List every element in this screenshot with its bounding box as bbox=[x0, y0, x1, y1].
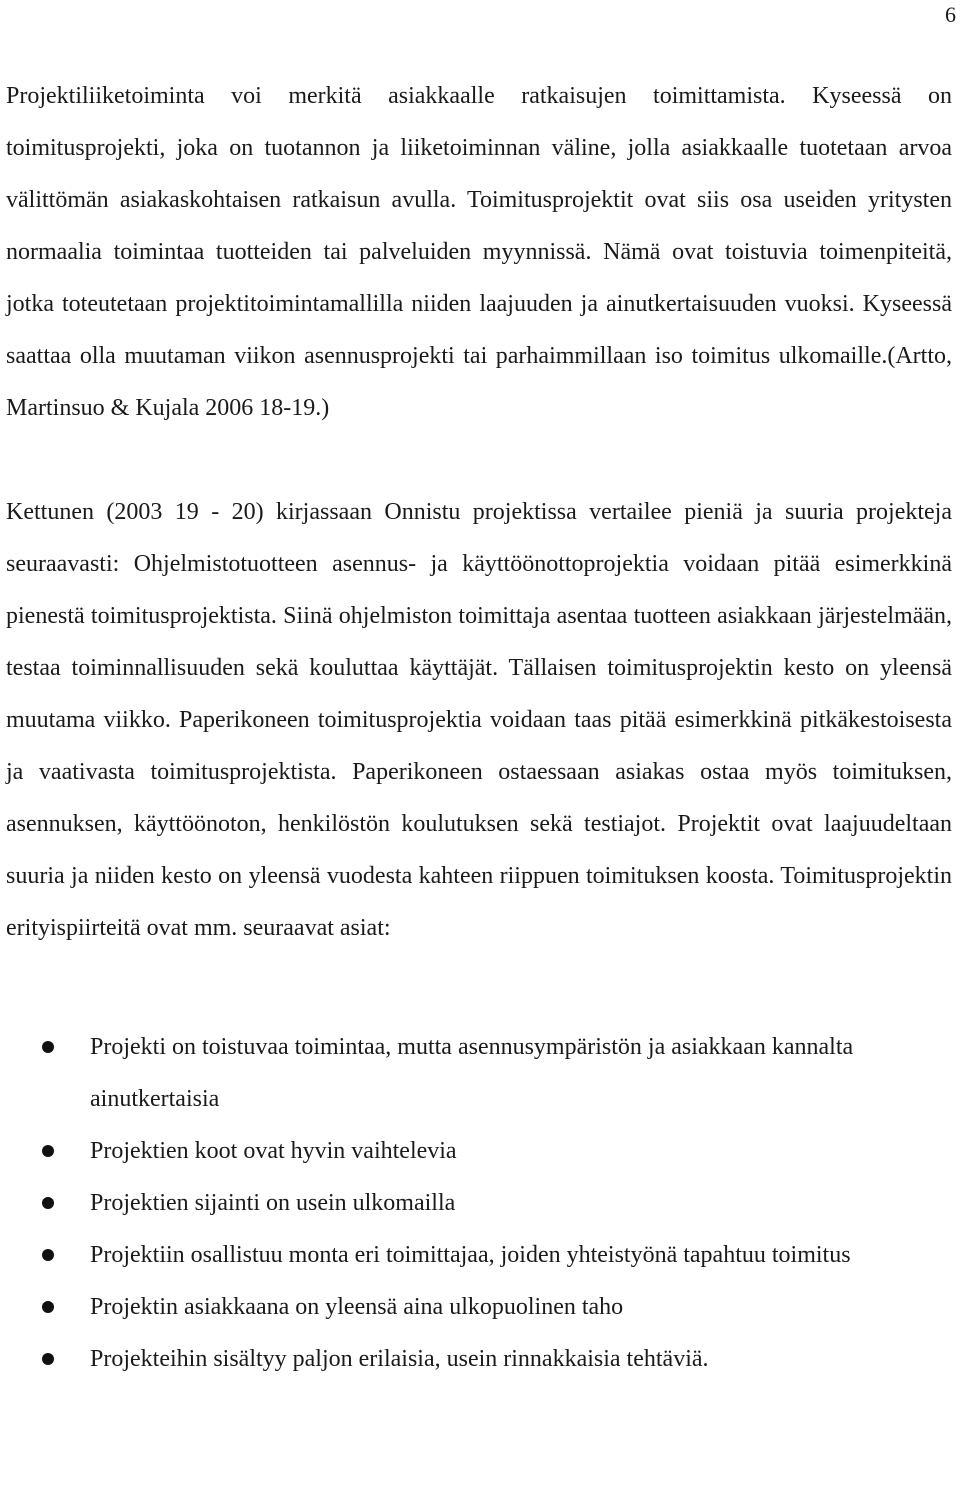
paragraph-kettunen-comparison: Kettunen (2003 19 - 20) kirjassaan Onnistu projektissa vertailee pieniä ja suuria projekteja seuraavasti: Ohjelmistotuotteen asennus- ja käyttöönottoprojektia voidaan pitää esimerkkinä pienestä toimitusprojektista. Siinä ohjelmiston toimittaja asentaa tuotteen asiakkaan järjestelmään, testaa toiminnallisuuden sekä kouluttaa käyttäjät. Tällaisen toimitusprojektin kesto on yleensä muutama viikko. Paperikoneen toimitusprojektia voidaan taas pitää esimerkkinä pitkäkestoisesta ja vaativasta toimitusprojektista. Paperikoneen ostaessaan asiakas ostaa myös toimituksen, asennuksen, käyttöönoton, henkilöstön koulutuksen sekä testiajot. Projektit ovat laajuudeltaan suuria ja niiden kesto on yleensä vuodesta kahteen riippuen toimituksen koosta. Toimitusprojektin erityispiirteitä ovat mm. seuraavat asiat: bbox=[6, 499, 952, 941]
document-body bbox=[6, 70, 952, 1385]
list-item bbox=[6, 1281, 952, 1333]
list-item-text: Projekti on toistuvaa toimintaa, mutta asennusympäristön ja asiakkaan kannalta ainutkertaisia bbox=[90, 1034, 854, 1112]
bullet-icon bbox=[42, 1197, 54, 1209]
bullet-icon bbox=[42, 1145, 54, 1157]
list-item bbox=[6, 1177, 952, 1229]
list-item-text: Projektien koot ovat hyvin vaihtelevia bbox=[90, 1138, 457, 1164]
page-number: 6 bbox=[945, 2, 956, 27]
list-item bbox=[6, 1333, 952, 1385]
list-item bbox=[6, 1021, 952, 1125]
bullet-icon bbox=[42, 1249, 54, 1261]
characteristics-list bbox=[6, 1021, 952, 1385]
bullet-icon bbox=[42, 1353, 54, 1365]
bullet-icon bbox=[42, 1301, 54, 1313]
list-item-text: Projektin asiakkaana on yleensä aina ulkopuolinen taho bbox=[90, 1294, 624, 1320]
paragraph-delivery-projects: Projektiliiketoiminta voi merkitä asiakkaalle ratkaisujen toimittamista. Kyseessä on toimitusprojekti, joka on tuotannon ja liiketoiminnan väline, jolla asiakkaalle tuotetaan arvoa välittömän asiakaskohtaisen ratkaisun avulla. Toimitusprojektit ovat siis osa useiden yritysten normaalia toimintaa tuotteiden tai palveluiden myynnissä. Nämä ovat toistuvia toimenpiteitä, jotka toteutetaan projektitoimintamallilla niiden laajuuden ja ainutkertaisuuden vuoksi. Kyseessä saattaa olla muutaman viikon asennusprojekti tai parhaimmillaan iso toimitus ulkomaille.(Artto, Martinsuo & Kujala 2006 18-19.) bbox=[6, 83, 952, 421]
list-item bbox=[6, 1125, 952, 1177]
list-item bbox=[6, 1229, 952, 1281]
list-item-text: Projektien sijainti on usein ulkomailla bbox=[90, 1190, 456, 1216]
list-item-text: Projekteihin sisältyy paljon erilaisia, usein rinnakkaisia tehtäviä. bbox=[90, 1346, 709, 1372]
bullet-icon bbox=[42, 1041, 54, 1053]
list-item-text: Projektiin osallistuu monta eri toimittajaa, joiden yhteistyönä tapahtuu toimitus bbox=[90, 1242, 851, 1268]
